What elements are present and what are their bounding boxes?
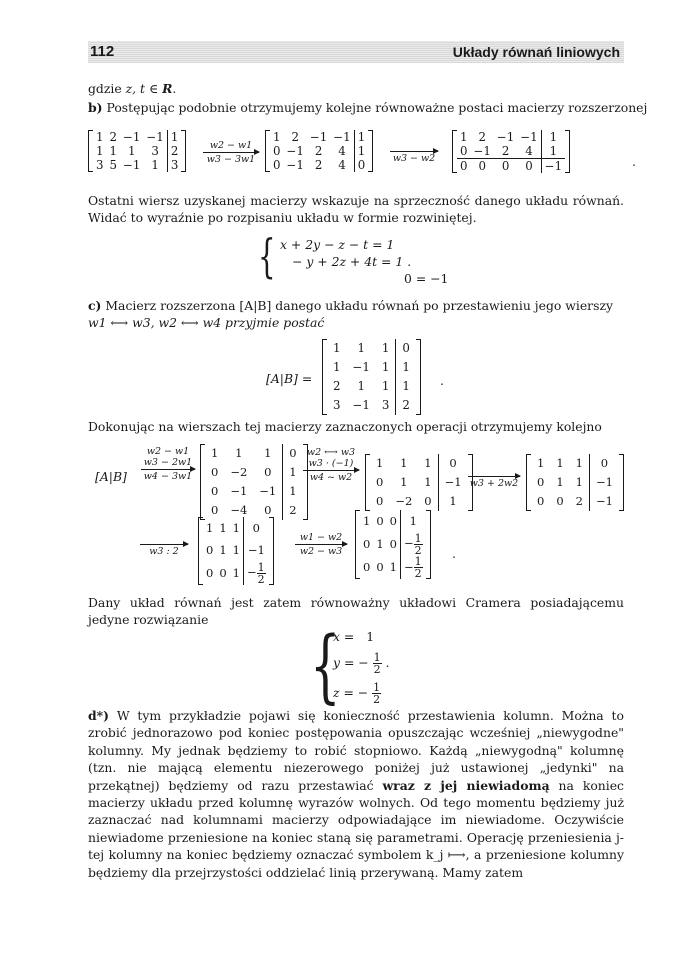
matrix-cell: −1 [309, 130, 328, 144]
matrix-cell: 0 [389, 514, 397, 528]
matrix-cell: 0 [354, 158, 368, 172]
matrix-ab [322, 339, 421, 415]
ab-short: [A|B] [95, 469, 127, 484]
arrow-c4: w3 : 2 [140, 543, 188, 557]
matrix-row [327, 339, 416, 358]
matrix-cell: −1 [589, 492, 618, 511]
matrix-cell: 1 [333, 360, 341, 374]
matrix-cell: 1 [109, 144, 118, 158]
ab-label: [A|B] = [266, 371, 313, 386]
matrix-cell: 2 [575, 494, 583, 508]
matrix-row [203, 561, 269, 585]
matrix-row [531, 454, 619, 473]
matrix-cell: 0 [517, 159, 541, 174]
matrix-row [270, 158, 368, 172]
page-number: 112 [90, 43, 115, 60]
matrix-cell: 2 [109, 130, 118, 144]
matrix-cell: 0 [589, 454, 618, 473]
matrix-cell: −1 [496, 130, 515, 144]
matrix-cell: 2 [396, 396, 416, 415]
matrix-cell: −1 [243, 539, 268, 561]
matrix-cell: −1 [230, 484, 248, 498]
matrix-row [327, 377, 416, 396]
matrix-cell: 1 [396, 377, 416, 396]
matrix-cell: 0 [376, 475, 384, 489]
system-eq3: 0 = −1 [404, 271, 449, 286]
matrix-cell: 0 [389, 536, 397, 551]
matrix-cell: 1 [537, 456, 545, 470]
matrix-cell: −1 [333, 130, 351, 144]
matrix-row [457, 130, 565, 144]
matrix-c1 [200, 444, 308, 520]
matrix-cell: 0 [537, 494, 545, 508]
matrix-cell: 0 [219, 565, 227, 580]
running-title: Układy równań liniowych [452, 44, 620, 60]
arrow-b2: w3 − w2 [390, 150, 438, 164]
solution-line: y = − $\frac{1}{2}$ . [333, 651, 390, 676]
matrix-row [360, 556, 426, 580]
matrix-c2 [365, 454, 473, 511]
matrix-cell: 1 [354, 144, 368, 158]
matrix-cell: 0 [211, 503, 219, 517]
matrix-cell: − $\frac{1}{2}$ [400, 556, 425, 580]
matrix-c3 [526, 454, 624, 511]
matrix-c5 [355, 510, 431, 579]
matrix-cell: 1 [541, 130, 565, 144]
matrix-cell: 1 [363, 514, 371, 528]
matrix-row [270, 144, 368, 158]
matrix-cell: 0 [211, 465, 219, 479]
matrix-c4 [198, 517, 274, 585]
matrix-cell: 0 [376, 494, 384, 508]
matrix-row [327, 396, 416, 415]
matrix-cell: 1 [396, 358, 416, 377]
matrix-cell: 0 [376, 560, 384, 575]
matrix-cell: −1 [541, 159, 565, 174]
matrix-cell: 0 [264, 465, 272, 479]
matrix-cell: 0 [273, 144, 281, 158]
matrix-row [370, 454, 468, 473]
matrix-cell: −2 [395, 494, 413, 508]
matrix-row [360, 510, 426, 532]
matrix-cell: 1 [556, 456, 564, 470]
matrix-cell: −1 [438, 473, 467, 492]
matrix-cell: 1 [376, 536, 384, 551]
matrix-cell: 1 [333, 341, 341, 355]
matrix-row [203, 517, 269, 539]
matrix-cell: 1 [357, 379, 365, 393]
matrix-cell: 1 [354, 130, 368, 144]
matrix-cell: 0 [264, 503, 272, 517]
matrix-cell: 0 [211, 484, 219, 498]
matrix-cell: 1 [283, 463, 303, 482]
matrix-row [457, 159, 565, 174]
matrix-cell: 1 [400, 456, 408, 470]
matrix-row [531, 492, 619, 511]
matrix-cell: 0 [206, 565, 214, 580]
matrix-cell: 2 [333, 379, 341, 393]
matrix-row [370, 473, 468, 492]
matrix-cell: −2 [230, 465, 248, 479]
matrix-row [93, 144, 181, 158]
matrix-row [205, 444, 303, 463]
matrix-cell: 0 [537, 475, 545, 489]
matrix-cell: 3 [96, 158, 104, 172]
matrix-cell: 1 [96, 144, 104, 158]
part-d-text: d*) W tym przykładzie pojawi się konieczność przestawienia kolumn. Można to zrobić jednorazowo pod koniec postępowania opuszczając wcześniej „niewygodne" kolumny. My jednak będziemy to robić stopniowo. Każdą „niewygodną" kolumnę (tzn. nie mającą elementu niezerowego poniżej już ustawionej „jedynki" na przekątnej) będziemy od razu przestawiać wraz z jej niewiadomą na koniec macierzy układu przed kolumnę wyrazów wolnych. Od tego momentu będziemy już zaznaczać nad kolumnami macierzy odpowiadające im niewiadome. Oczywiście niewiadome przeniesione na koniec staną się parametrami. Operację przeniesienia j-tej kolumny na koniec będziemy oznaczać symbolem k_j ⟼, a przeniesione kolumny będziemy dla przejrzystości oddzielać linią przerywaną. Mamy zatem [88, 708, 624, 880]
matrix-cell: 0 [376, 514, 384, 528]
matrix-row [203, 539, 269, 561]
matrix-cell: −1 [123, 130, 141, 144]
matrix-cell: 1 [575, 456, 583, 470]
matrix-cell: −1 [520, 130, 538, 144]
matrix-row [457, 144, 565, 159]
ops-text: Dokonując na wierszach tej macierzy zaznaczonych operacji otrzymujemy kolejno [88, 419, 602, 434]
matrix-cell: 0 [283, 444, 303, 463]
matrix-cell: 1 [232, 543, 240, 557]
matrix-cell: 3 [151, 144, 159, 158]
matrix-cell: 5 [109, 158, 118, 172]
matrix-cell: 0 [206, 543, 214, 557]
solution-line: x = 1 [333, 629, 375, 644]
matrix-cell: 0 [396, 339, 416, 358]
matrix-row [270, 130, 368, 144]
arrow-c3: w3 + 2w2 [469, 478, 519, 489]
matrix-cell: 2 [314, 144, 323, 158]
matrix-cell: 0 [424, 494, 432, 508]
matrix-cell: 0 [363, 560, 371, 575]
matrix-cell: 0 [556, 494, 564, 508]
system-eq1: x + 2y − z − t = 1 [280, 237, 395, 252]
matrix-cell: −1 [589, 473, 618, 492]
matrix-cell: 1 [381, 341, 390, 355]
matrix-b3 [452, 130, 570, 173]
matrix-cell: 1 [96, 130, 104, 144]
matrix-row [93, 130, 181, 144]
matrix-cell: 3 [381, 398, 390, 412]
matrix-cell: −1 [473, 144, 491, 158]
matrix-cell: −1 [286, 158, 304, 172]
matrix-cell: 1 [556, 475, 564, 489]
matrix-cell: 1 [541, 144, 565, 159]
matrix-cell: −1 [352, 360, 370, 374]
matrix-row [370, 492, 468, 511]
matrix-cell: −1 [146, 130, 164, 144]
matrix-cell: 1 [219, 521, 227, 535]
matrix-cell: 1 [460, 130, 468, 144]
matrix-cell: 1 [283, 482, 303, 501]
intro-line: gdzie z, t ∈ R. [88, 81, 177, 96]
matrix-cell: 1 [400, 475, 408, 489]
matrix-cell: 1 [424, 475, 432, 489]
matrix-cell: 1 [235, 446, 243, 460]
matrix-cell: 1 [167, 130, 181, 144]
solution-line: z = − $\frac{1}{2}$ [333, 681, 381, 706]
matrix-cell: 2 [291, 130, 299, 144]
matrix-row [205, 482, 303, 501]
part-c-intro: c) Macierz rozszerzona [A|B] danego układu równań po przestawieniu jego wierszy [88, 298, 613, 313]
matrix-cell: 0 [494, 159, 517, 174]
matrix-cell: 4 [338, 158, 346, 172]
matrix-cell: 0 [273, 158, 281, 172]
system-eq2: − y + 2z + 4t = 1 . [292, 254, 412, 269]
matrix-row [360, 532, 426, 556]
matrix-cell: 0 [438, 454, 467, 473]
matrix-row [327, 358, 416, 377]
matrix-cell: −1 [352, 398, 370, 412]
matrix-cell: 1 [211, 446, 219, 460]
matrix-cell: 0 [457, 159, 471, 174]
matrix-cell: 1 [219, 543, 227, 557]
matrix-cell: 1 [381, 360, 390, 374]
matrix-b2 [265, 130, 373, 172]
matrix-cell: −1 [259, 484, 277, 498]
matrix-cell: 1 [127, 144, 136, 158]
arrow-b1: w2 − w1 w3 − 3w1 [203, 140, 259, 165]
matrix-cell: 1 [264, 446, 272, 460]
arrow-c2: w2 ⟷ w3 w3 · (−1) w4 ~ w2 [303, 447, 359, 483]
arrow-c1: w2 − w1 w3 − 2w1 w4 − 3w1 [141, 446, 195, 482]
matrix-cell: 1 [400, 510, 425, 532]
matrix-cell: 0 [243, 517, 268, 539]
solution-brace: { [310, 619, 341, 712]
matrix-cell: 1 [206, 521, 214, 535]
matrix-cell: 1 [389, 560, 397, 575]
matrix-cell: 0 [363, 536, 371, 551]
matrix-cell: 3 [167, 158, 181, 172]
matrix-cell: −1 [286, 144, 304, 158]
matrix-b1 [88, 130, 186, 172]
system-brace: { [258, 229, 276, 283]
matrix-cell: 0 [471, 159, 494, 174]
matrix-cell: 2 [501, 144, 510, 158]
matrix-cell: 1 [151, 158, 159, 172]
matrix-cell: −4 [230, 503, 248, 517]
matrix-cell: 1 [273, 130, 281, 144]
matrix-cell: 1 [232, 521, 240, 535]
part-b-after: Ostatni wiersz uzyskanej macierzy wskazuje na sprzeczność danego układu równań. Widać to wyraźnie po rozpisaniu układu w formie rozwiniętej. [88, 193, 624, 226]
matrix-cell: 1 [232, 565, 240, 580]
matrix-cell: 2 [314, 158, 323, 172]
matrix-cell: 1 [424, 456, 432, 470]
matrix-cell: 1 [357, 341, 365, 355]
matrix-cell: 1 [575, 475, 583, 489]
matrix-cell: 4 [525, 144, 533, 158]
matrix-cell: 0 [460, 144, 468, 158]
page-header [88, 41, 624, 63]
matrix-cell: 1 [381, 379, 390, 393]
arrow-c5: w1 − w2 w2 − w3 [295, 532, 347, 557]
matrix-cell: 2 [283, 501, 303, 520]
matrix-row [93, 158, 181, 172]
matrix-cell: 2 [478, 130, 486, 144]
matrix-cell: 3 [333, 398, 341, 412]
matrix-cell: 4 [338, 144, 346, 158]
matrix-cell: 1 [438, 492, 467, 511]
matrix-row [205, 463, 303, 482]
matrix-row [531, 473, 619, 492]
matrix-cell: 2 [167, 144, 181, 158]
matrix-cell: − $\frac{1}{2}$ [400, 532, 425, 556]
matrix-cell: −1 [123, 158, 141, 172]
conclusion: Dany układ równań jest zatem równoważny układowi Cramera posiadającemu jedyne rozwiązanie [88, 595, 624, 628]
matrix-cell: − $\frac{1}{2}$ [243, 561, 268, 585]
part-c-swap: w1 ⟷ w3, w2 ⟷ w4 przyjmie postać [88, 315, 325, 330]
part-b-intro: b) Postępując podobnie otrzymujemy kolejne równoważne postaci macierzy rozszerzonej [88, 100, 648, 115]
matrix-cell: 1 [376, 456, 384, 470]
